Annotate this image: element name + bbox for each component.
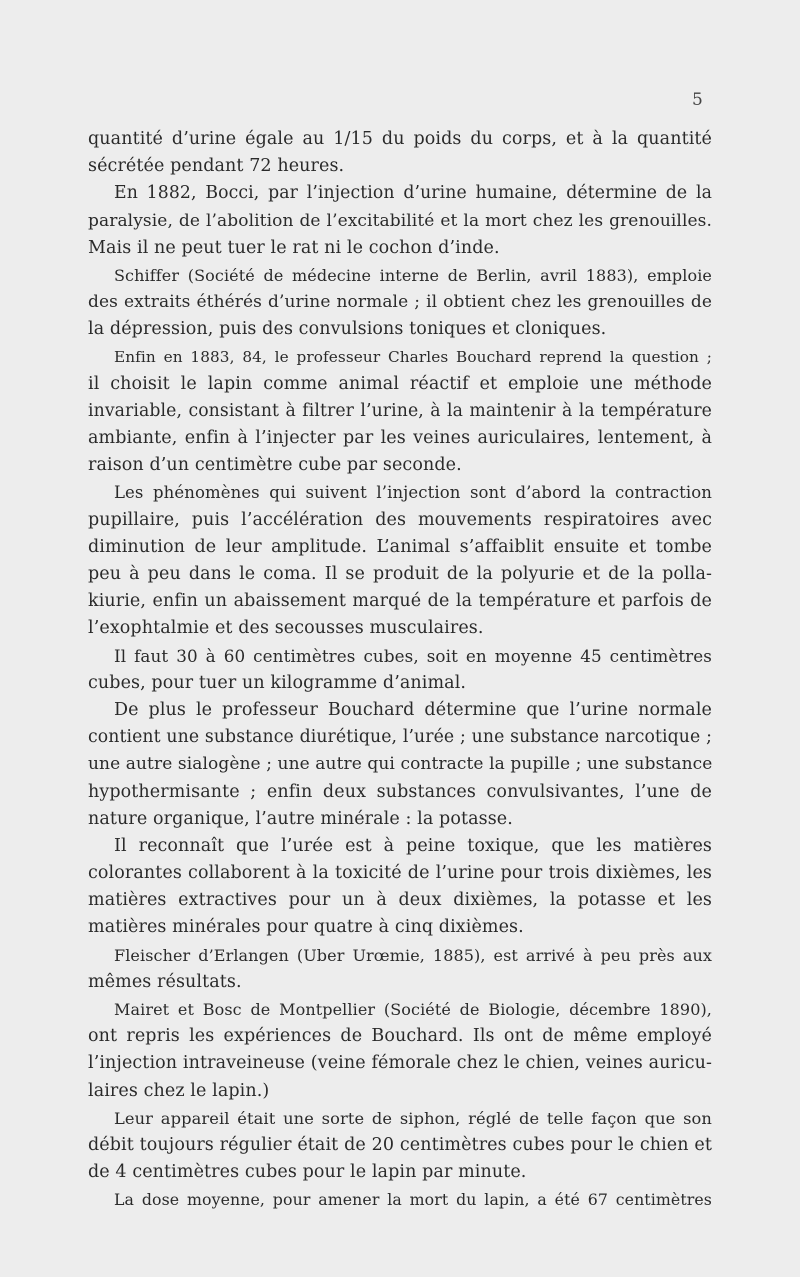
text-line: De plus le professeur Bouchard détermine que l’urine normale [114, 699, 712, 720]
text-line: l’injection intraveineuse (veine fémorale chez le chien, veines auricu- [88, 1053, 712, 1074]
text-line: paralysie, de l’abolition de l’excitabilité et la mort chez les grenouilles. [88, 210, 712, 231]
page-number: 5 [692, 90, 703, 110]
text-line: Les phénomènes qui suivent l’injection sont d’abord la contraction [114, 483, 712, 503]
text-line: ont repris les expériences de Bouchard. Ils ont de même employé [88, 1026, 712, 1047]
text-line: diminution de leur amplitude. L’animal s’affaiblit ensuite et tombe [88, 536, 712, 557]
text-line: il choisit le lapin comme animal réactif et emploie une méthode [88, 373, 712, 394]
text-line: peu à peu dans le coma. Il se produit de la polyurie et de la polla- [88, 564, 712, 584]
text-line: invariable, consistant à filtrer l’urine, à la maintenir à la température [88, 400, 712, 421]
text-line: Il reconnaît que l’urée est à peine toxique, que les matières [114, 835, 712, 856]
text-line: sécrétée pendant 72 heures. [88, 156, 345, 177]
text-line: Mairet et Bosc de Montpellier (Société de Biologie, décembre 1890), [114, 1000, 712, 1019]
text-line: cubes, pour tuer un kilogramme d’animal. [88, 672, 467, 693]
text-line: de 4 centimètres cubes pour le lapin par minute. [88, 1162, 527, 1183]
text-line: quantité d’urine égale au 1/15 du poids du corps, et à la quantité [88, 129, 712, 149]
text-line: colorantes collaborent à la toxicité de l’urine pour trois dixièmes, les [88, 863, 712, 884]
text-line: débit toujours régulier était de 20 centimètres cubes pour le chien et [88, 1134, 712, 1155]
text-line: Enfin en 1883, 84, le professeur Charles Bouchard reprend la question ; [114, 347, 712, 366]
text-line: hypothermisante ; enfin deux substances convulsivantes, l’une de [88, 781, 712, 802]
text-line: ambiante, enfin à l’injecter par les veines auriculaires, lentement, à [88, 428, 712, 449]
text-line: laires chez le lapin.) [88, 1080, 270, 1101]
text-line: En 1882, Bocci, par l’injection d’urine humaine, détermine de la [114, 183, 712, 204]
text-line: la dépression, puis des convulsions toniques et cloniques. [88, 319, 607, 340]
text-line: Mais il ne peut tuer le rat ni le cochon d’inde. [88, 237, 500, 258]
text-line: pupillaire, puis l’accélération des mouvements respiratoires avec [88, 509, 712, 530]
text-line: matières minérales pour quatre à cinq dixièmes. [88, 917, 524, 938]
text-line: Fleischer d’Erlangen (Uber Urœmie, 1885), est arrivé à peu près aux [114, 945, 712, 965]
text-line: Leur appareil était une sorte de siphon, réglé de telle façon que son [114, 1108, 712, 1128]
text-line: l’exophtalmie et des secousses musculaires. [88, 618, 484, 639]
body-text [88, 126, 712, 1214]
text-line: kiurie, enfin un abaissement marqué de la température et parfois de [88, 591, 712, 612]
text-line: La dose moyenne, pour amener la mort du lapin, a été 67 centimètres [114, 1190, 712, 1210]
text-line: Il faut 30 à 60 centimètres cubes, soit en moyenne 45 centimètres [114, 645, 712, 666]
text-line: contient une substance diurétique, l’urée ; une substance narcotique ; [88, 727, 712, 748]
text-line: matières extractives pour un à deux dixièmes, la potasse et les [88, 890, 712, 911]
text-line: Schiffer (Société de médecine interne de Berlin, avril 1883), emploie [114, 265, 712, 285]
text-line: mêmes résultats. [88, 971, 242, 992]
text-line: une autre sialogène ; une autre qui contracte la pupille ; une substance [88, 754, 713, 775]
text-line: des extraits éthérés d’urine normale ; il obtient chez les grenouilles de [88, 292, 712, 313]
text-line: raison d’un centimètre cube par seconde. [88, 455, 462, 476]
text-line: nature organique, l’autre minérale : la potasse. [88, 808, 513, 829]
